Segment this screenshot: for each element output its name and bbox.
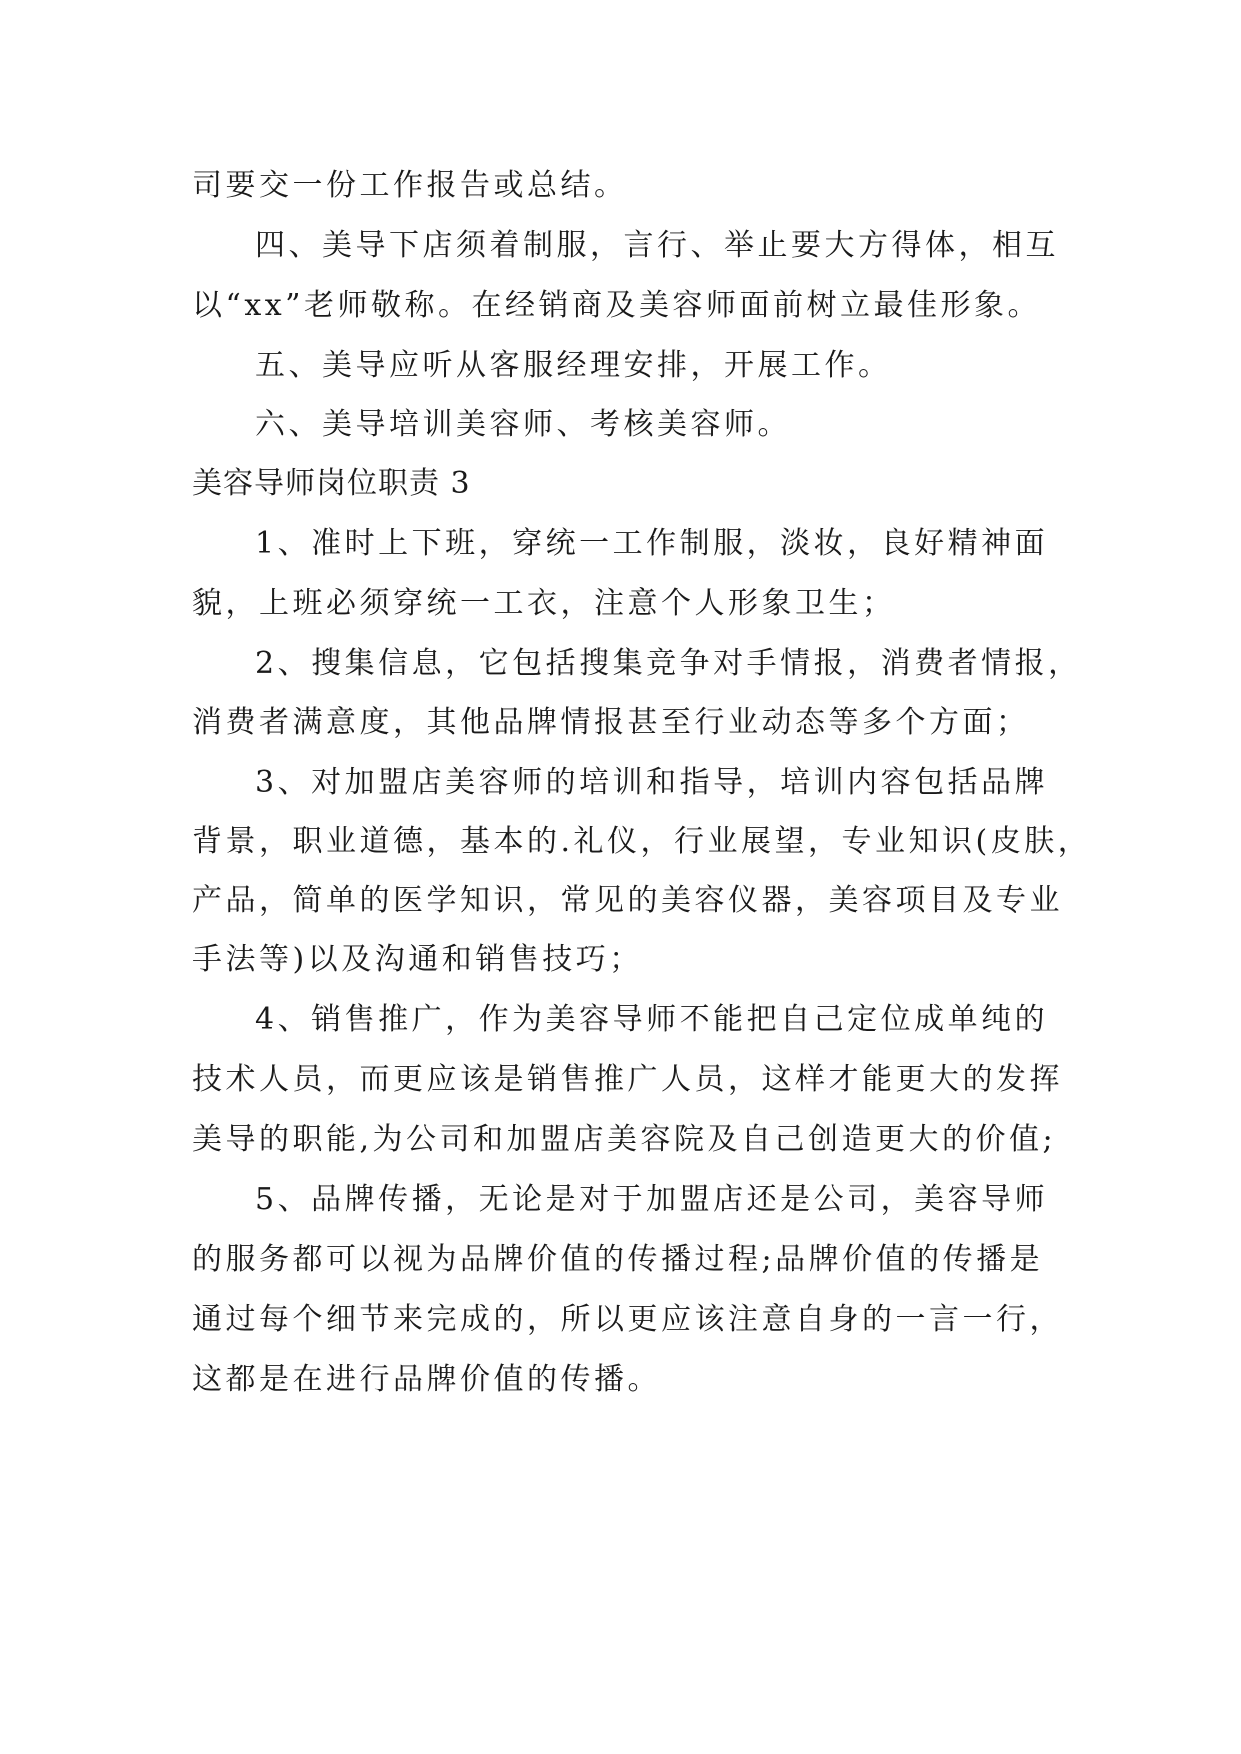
paragraph-start: 六、美导培训美容师、考核美容师。 <box>255 407 791 442</box>
paragraph-start: 2、搜集信息，它包括搜集竞争对手情报，消费者情报， <box>255 646 1082 681</box>
text-line: 这都是在进行品牌价值的传播。 <box>192 1362 661 1397</box>
text-line: 背景，职业道德，基本的.礼仪，行业展望，专业知识(皮肤， <box>192 824 1092 859</box>
text-line: 貌，上班必须穿统一工衣，注意个人形象卫生； <box>192 586 896 621</box>
paragraph-start: 4、销售推广，作为美容导师不能把自己定位成单纯的 <box>255 1002 1049 1037</box>
paragraph-start: 五、美导应听从客服经理安排，开展工作。 <box>255 348 892 383</box>
paragraph-start: 1、准时上下班，穿统一工作制服，淡妆，良好精神面 <box>255 526 1049 561</box>
text-line: 通过每个细节来完成的，所以更应该注意自身的一言一行， <box>192 1302 1063 1337</box>
paragraph-start: 3、对加盟店美容师的培训和指导，培训内容包括品牌 <box>255 765 1049 800</box>
section-heading: 美容导师岗位职责 3 <box>192 466 471 501</box>
text-line: 以“xx”老师敬称。在经销商及美容师面前树立最佳形象。 <box>192 288 1042 323</box>
text-line: 的服务都可以视为品牌价值的传播过程;品牌价值的传播是 <box>192 1242 1044 1277</box>
paragraph-start: 四、美导下店须着制服，言行、举止要大方得体，相互 <box>255 228 1059 263</box>
text-line: 消费者满意度，其他品牌情报甚至行业动态等多个方面； <box>192 705 1030 740</box>
text-line: 手法等)以及沟通和销售技巧； <box>192 942 643 977</box>
text-line: 美导的职能,为公司和加盟店美容院及自己创造更大的价值; <box>192 1122 1057 1157</box>
paragraph-start: 5、品牌传播，无论是对于加盟店还是公司，美容导师 <box>255 1182 1049 1217</box>
text-line: 产品，简单的医学知识，常见的美容仪器，美容项目及专业 <box>192 883 1063 918</box>
text-line: 司要交一份工作报告或总结。 <box>192 168 628 203</box>
text-line: 技术人员，而更应该是销售推广人员，这样才能更大的发挥 <box>192 1062 1063 1097</box>
